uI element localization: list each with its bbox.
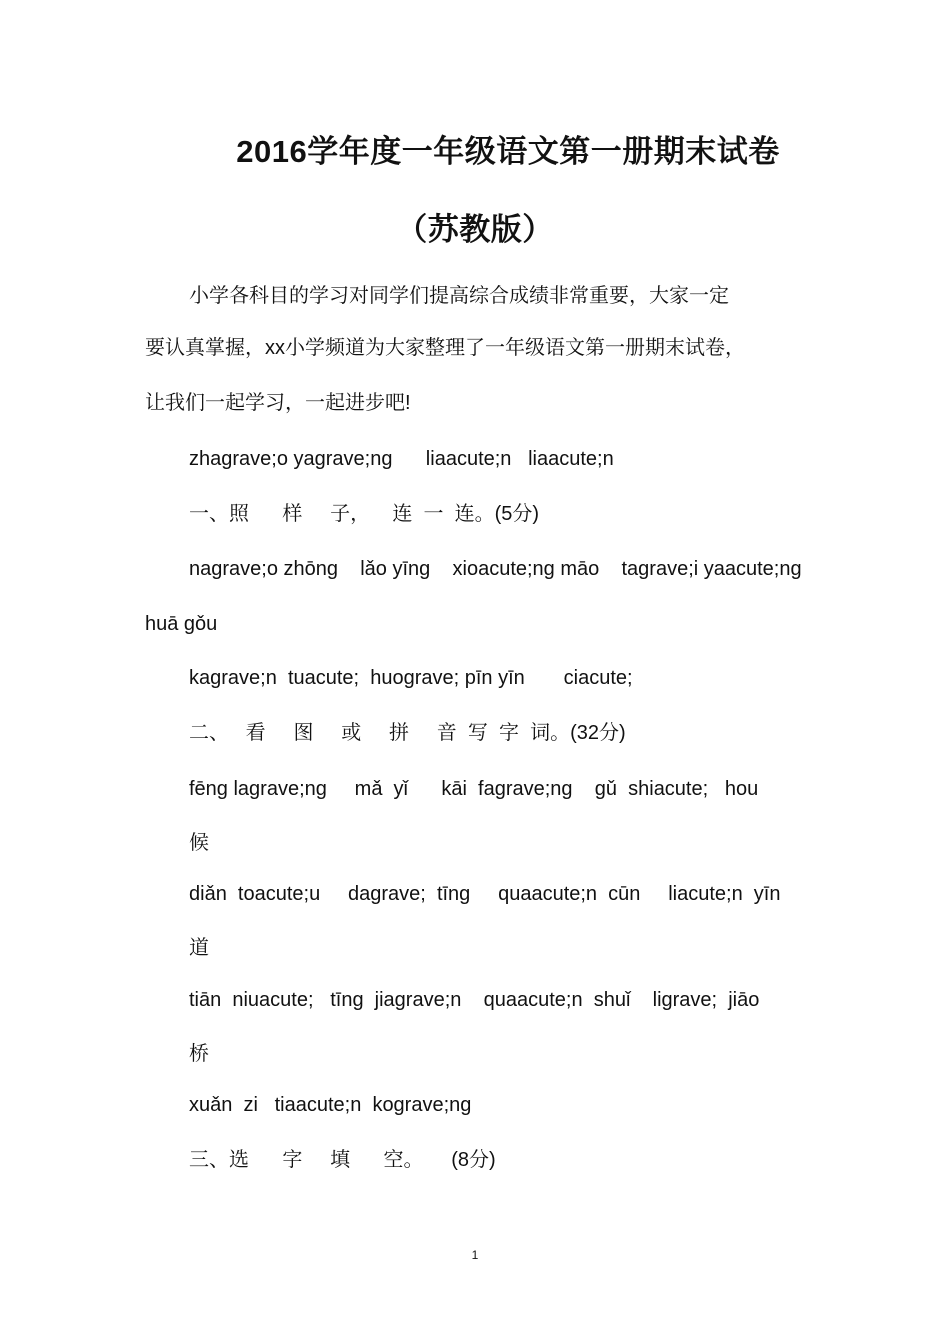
section-heading-1: 一、照 样 子， 连 一 连。(5分) xyxy=(189,503,540,525)
page-number: 1 xyxy=(471,1248,479,1262)
section-heading-3: 三、选 字 填 空。 (8分) xyxy=(189,1149,496,1171)
pinyin-line: zhagrave;o yagrave;ng liaacute;n liaacute;n xyxy=(189,448,614,470)
pinyin-line: nagrave;o zhōng lǎo yīng xioacute;ng māo tagrave;i yaacute;ng xyxy=(189,558,802,580)
pinyin-line: fēng lagrave;ng mǎ yǐ kāi fagrave;ng gǔ shiacute; hou xyxy=(189,778,759,800)
section-heading-2: 二、 看 图 或 拼 音 写 字 词。(32分) xyxy=(189,722,626,744)
character-line: 桥 xyxy=(189,1043,209,1065)
pinyin-line: tiān niuacute; tīng jiagrave;n quaacute;n shuǐ ligrave; jiāo xyxy=(189,989,760,1011)
intro-paragraph-line: 让我们一起学习，一起进步吧! xyxy=(145,392,411,414)
document-subtitle: （苏教版） xyxy=(396,212,554,247)
pinyin-line: kagrave;n tuacute; huograve; pīn yīn ciacute; xyxy=(189,667,633,689)
character-line: 道 xyxy=(189,937,209,959)
intro-paragraph-line: 小学各科目的学习对同学们提高综合成绩非常重要，大家一定 xyxy=(189,285,729,307)
intro-paragraph-line: 要认真掌握，xx小学频道为大家整理了一年级语文第一册期末试卷， xyxy=(145,337,745,359)
pinyin-line: huā gǒu xyxy=(145,613,218,635)
pinyin-line: xuǎn zi tiaacute;n kograve;ng xyxy=(189,1094,472,1116)
character-line: 候 xyxy=(189,832,209,854)
document-title: 2016学年度一年级语文第一册期末试卷 xyxy=(236,134,780,169)
pinyin-line: diǎn toacute;u dagrave; tīng quaacute;n cūn liacute;n yīn xyxy=(189,883,781,905)
